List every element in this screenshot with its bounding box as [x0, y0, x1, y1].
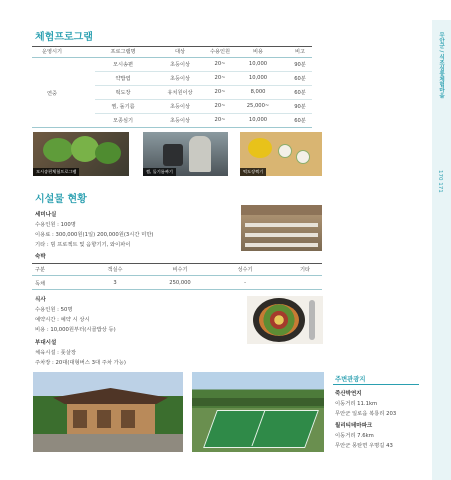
lodging-row-peak: -	[244, 280, 246, 286]
door-shape	[121, 410, 135, 428]
table-row-target: 초등이상	[169, 76, 191, 82]
door-shape	[73, 410, 87, 428]
extra-parking: 주차장 : 20대(대형버스 3대 주차 가능)	[35, 360, 126, 366]
seminar-fee: 이용료 : 300,000원(1일) 200,000원(3시간 미만)	[35, 232, 154, 238]
table-row-note: 90분	[294, 62, 306, 68]
table-row-capacity: 20~	[214, 61, 226, 67]
lodging-col-header: 객실수	[107, 267, 123, 273]
field-shape	[203, 410, 319, 448]
table-row-cost: 10,000	[248, 75, 268, 81]
lodging-col-header: 비수기	[172, 267, 188, 273]
table-row-target: 초등이상	[169, 104, 191, 110]
rice-cake-shape	[278, 144, 292, 158]
place1-distance: 이동거리 11.1km	[335, 401, 378, 407]
table-row-capacity: 20~	[214, 75, 226, 81]
place2-address: 무안군 몽탄면 우명길 43	[335, 443, 393, 449]
side-tab-label: 무안군 / 식조심봉체험마을	[438, 32, 444, 99]
meal-cost: 비용 : 10,000원부터(시골밥상 등)	[35, 327, 116, 333]
table-row-name: 모종심기	[112, 118, 134, 124]
lodging-col-header: 기타	[299, 267, 311, 273]
lodging-bottom-rule	[32, 289, 322, 290]
rice-cake-shape	[296, 150, 310, 164]
meal-heading: 식사	[35, 297, 46, 303]
table-row-note: 60분	[294, 76, 306, 82]
row-divider	[95, 113, 312, 114]
table-row-name: 모시송편	[112, 62, 134, 68]
program-title: 체험프로그램	[35, 32, 93, 43]
table-row-cost: 10,000	[248, 117, 268, 123]
table-row-capacity: 20~	[214, 89, 226, 95]
leaf-shape	[43, 138, 73, 162]
seminar-etc: 기타 : 빔 프로젝트 및 음향기기, 와이파이	[35, 242, 131, 248]
machine-shape	[163, 144, 183, 166]
lodging-row-offpeak: 250,000	[169, 280, 191, 286]
season-cell: 연중	[46, 91, 58, 97]
tree-line	[192, 398, 324, 406]
page-numbers: 170 171	[437, 170, 443, 193]
table-bottom-rule	[32, 127, 312, 128]
photo-caption: 떡도장찍기	[240, 168, 266, 176]
table-row-name: 떡도장	[115, 90, 131, 96]
nearby-title: 주변관광지	[335, 376, 366, 383]
table-row-cost: 10,000	[248, 61, 268, 67]
place2-distance: 이동거리 7.6km	[335, 433, 374, 439]
row-divider	[95, 85, 312, 86]
table-row-target: 유치원이상	[167, 90, 193, 96]
table-row-target: 초등이상	[169, 62, 191, 68]
seminar-heading: 세미나실	[35, 212, 57, 218]
door-shape	[97, 410, 111, 428]
spoon-shape	[309, 300, 315, 340]
photo-songpyeon	[33, 132, 129, 176]
table-row-target: 초등이상	[169, 118, 191, 124]
place2-name: 월리티테마파크	[335, 423, 373, 429]
table-top-rule	[32, 46, 312, 47]
row-divider	[95, 99, 312, 100]
place1-address: 무안군 일로읍 복룡리 203	[335, 411, 397, 417]
photo-futsal-field	[192, 372, 324, 452]
photo-caption: 모시송편체험프로그램	[33, 168, 79, 176]
table-header-rule	[32, 57, 312, 58]
side-tab	[432, 20, 451, 480]
table-row-cost: 25,000~	[246, 103, 270, 109]
person-shape	[189, 136, 211, 172]
table-row-name: 찜, 돌기름	[111, 104, 135, 110]
lodging-header-rule	[32, 275, 322, 276]
meal-reservation: 예약시간 : 예약 시 상시	[35, 317, 90, 323]
nearby-rule	[333, 384, 419, 385]
col-header-season: 운영시기	[41, 49, 63, 55]
photo-rice-cake-stamp	[240, 132, 322, 176]
col-header-capacity: 수용인원	[209, 49, 231, 55]
ceiling-shape	[241, 205, 322, 215]
meal-capacity: 수용인원 : 50명	[35, 307, 73, 313]
photo-oil-press	[143, 132, 228, 176]
col-header-target: 대상	[174, 49, 186, 55]
table-row-cost: 8,000	[250, 89, 266, 95]
extra-heading: 부대시설	[35, 340, 57, 346]
table-row-note: 60분	[294, 118, 306, 124]
facility-title: 시설물 현황	[35, 194, 87, 205]
table-shape	[245, 233, 318, 237]
food-shape	[259, 304, 299, 336]
lodging-col-header: 성수기	[237, 267, 253, 273]
col-header-program: 프로그램명	[110, 49, 136, 55]
lodging-col-header: 구분	[34, 267, 46, 273]
table-row-note: 90분	[294, 104, 306, 110]
leaf-shape	[95, 142, 121, 164]
place1-name: 죽산박연지	[335, 391, 362, 397]
col-header-note: 비고	[294, 49, 306, 55]
photo-bibimbap	[247, 296, 323, 344]
row-divider	[95, 71, 312, 72]
roof-shape	[53, 388, 168, 404]
photo-hanok-building	[33, 372, 183, 452]
table-row-note: 60분	[294, 90, 306, 96]
extra-sports: 체육시설 : 풋살장	[35, 350, 76, 356]
table-shape	[245, 223, 318, 227]
lodging-table-top-rule	[32, 263, 322, 264]
table-row-capacity: 20~	[214, 117, 226, 123]
photo-caption: 찜, 돌기름짜기	[143, 168, 176, 176]
shirt-shape	[248, 138, 272, 158]
col-header-cost: 비용	[252, 49, 264, 55]
table-shape	[245, 243, 318, 247]
seminar-capacity: 수용인원 : 100명	[35, 222, 76, 228]
yard-shape	[33, 434, 183, 452]
photo-seminar-room	[241, 205, 322, 251]
table-row-name: 약밥엽	[115, 76, 131, 82]
table-row-capacity: 20~	[214, 103, 226, 109]
lodging-heading: 숙박	[35, 254, 46, 260]
lodging-row-type: 독채	[34, 281, 46, 287]
lodging-row-rooms: 3	[113, 280, 117, 286]
